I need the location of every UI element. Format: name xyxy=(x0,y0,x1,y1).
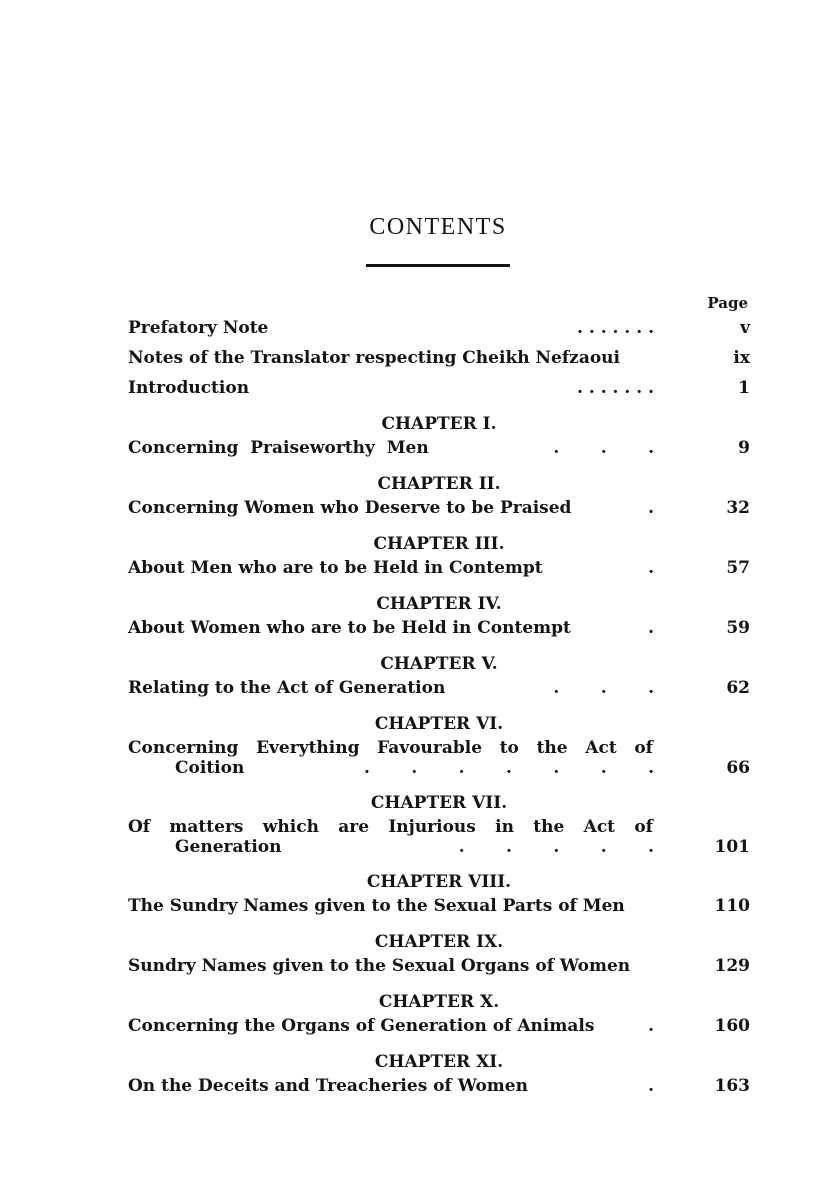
toc-entry-chapter-6[interactable] xyxy=(128,756,750,780)
page-number: v xyxy=(740,318,750,338)
page-number: 129 xyxy=(714,956,750,976)
entry-title: Generation xyxy=(175,837,282,857)
chapter-heading: CHAPTER V. xyxy=(380,654,498,674)
entry-title: Relating to the Act of Generation xyxy=(128,678,446,698)
leader-dots: . . . . . . . xyxy=(363,758,654,778)
page-number: 160 xyxy=(714,1016,750,1036)
page-number: ix xyxy=(733,348,750,368)
chapter-heading: CHAPTER I. xyxy=(381,414,497,434)
entry-title-line-1: Concerning Everything Favourable to the Act of xyxy=(128,738,653,758)
chapter-heading: CHAPTER II. xyxy=(377,474,501,494)
entry-title: Concerning Praiseworthy Men xyxy=(128,438,429,458)
chapter-heading: CHAPTER XI. xyxy=(374,1052,504,1072)
leader-dots: . . . . . . . xyxy=(577,378,654,398)
chapter-heading: CHAPTER X. xyxy=(378,992,500,1012)
page-number: 1 xyxy=(738,378,750,398)
entry-title: Introduction xyxy=(128,378,250,398)
leader-dots: . . . xyxy=(553,438,654,458)
entry-title: Concerning Women who Deserve to be Praised xyxy=(128,498,572,518)
entry-title: Coition xyxy=(175,758,245,778)
toc-entry-chapter-4[interactable] xyxy=(128,616,750,640)
page-number: 9 xyxy=(738,438,750,458)
entry-title: On the Deceits and Treacheries of Women xyxy=(128,1076,528,1096)
contents-title: CONTENTS xyxy=(369,214,507,240)
page-number: 66 xyxy=(726,758,750,778)
page-number: 32 xyxy=(726,498,750,518)
entry-title: Sundry Names given to the Sexual Organs of Women xyxy=(128,956,631,976)
title-rule xyxy=(366,264,510,267)
leader-dots: . . . . . . . xyxy=(577,318,654,338)
entry-title: About Women who are to be Held in Contempt xyxy=(128,618,571,638)
chapter-heading: CHAPTER III. xyxy=(373,534,505,554)
toc-entry-chapter-10[interactable] xyxy=(128,1014,750,1038)
entry-title: Concerning the Organs of Generation of Animals xyxy=(128,1016,595,1036)
leader-dots: . xyxy=(648,618,654,638)
toc-entry-chapter-3[interactable] xyxy=(128,556,750,580)
entry-title: Notes of the Translator respecting Cheikh Nefzaoui xyxy=(128,348,620,368)
toc-entry-chapter-2[interactable] xyxy=(128,496,750,520)
chapter-heading: CHAPTER VIII. xyxy=(366,872,512,892)
page-number: 62 xyxy=(726,678,750,698)
toc-entry-translator-notes[interactable] xyxy=(128,346,750,370)
chapter-heading: CHAPTER VI. xyxy=(374,714,504,734)
leader-dots: . xyxy=(648,1076,654,1096)
toc-entry-chapter-5[interactable] xyxy=(128,676,750,700)
chapter-heading: CHAPTER VII. xyxy=(370,793,508,813)
chapter-heading: CHAPTER IV. xyxy=(376,594,502,614)
page-number: 101 xyxy=(714,837,750,857)
toc-entry-prefatory-note[interactable] xyxy=(128,316,750,340)
page-number: 57 xyxy=(726,558,750,578)
entry-title-line-1: Of matters which are Injurious in the Act of xyxy=(128,817,653,837)
toc-entry-chapter-1[interactable] xyxy=(128,436,750,460)
entry-title: Prefatory Note xyxy=(128,318,269,338)
entry-title: The Sundry Names given to the Sexual Parts of Men xyxy=(128,896,625,916)
toc-entry-chapter-11[interactable] xyxy=(128,1074,750,1098)
toc-entry-chapter-8[interactable] xyxy=(128,894,750,918)
leader-dots: . . . . . xyxy=(458,837,654,857)
entry-title: About Men who are to be Held in Contempt xyxy=(128,558,543,578)
leader-dots: . xyxy=(648,498,654,518)
toc-entry-introduction[interactable] xyxy=(128,376,750,400)
page-number: 59 xyxy=(726,618,750,638)
page-number: 110 xyxy=(714,896,750,916)
page-number: 163 xyxy=(714,1076,750,1096)
leader-dots: . xyxy=(648,1016,654,1036)
toc-entry-chapter-7[interactable] xyxy=(128,835,750,859)
page-column-header: Page xyxy=(707,294,748,312)
leader-dots: . . . xyxy=(553,678,654,698)
chapter-heading: CHAPTER IX. xyxy=(374,932,504,952)
leader-dots: . xyxy=(648,558,654,578)
toc-entry-chapter-9[interactable] xyxy=(128,954,750,978)
